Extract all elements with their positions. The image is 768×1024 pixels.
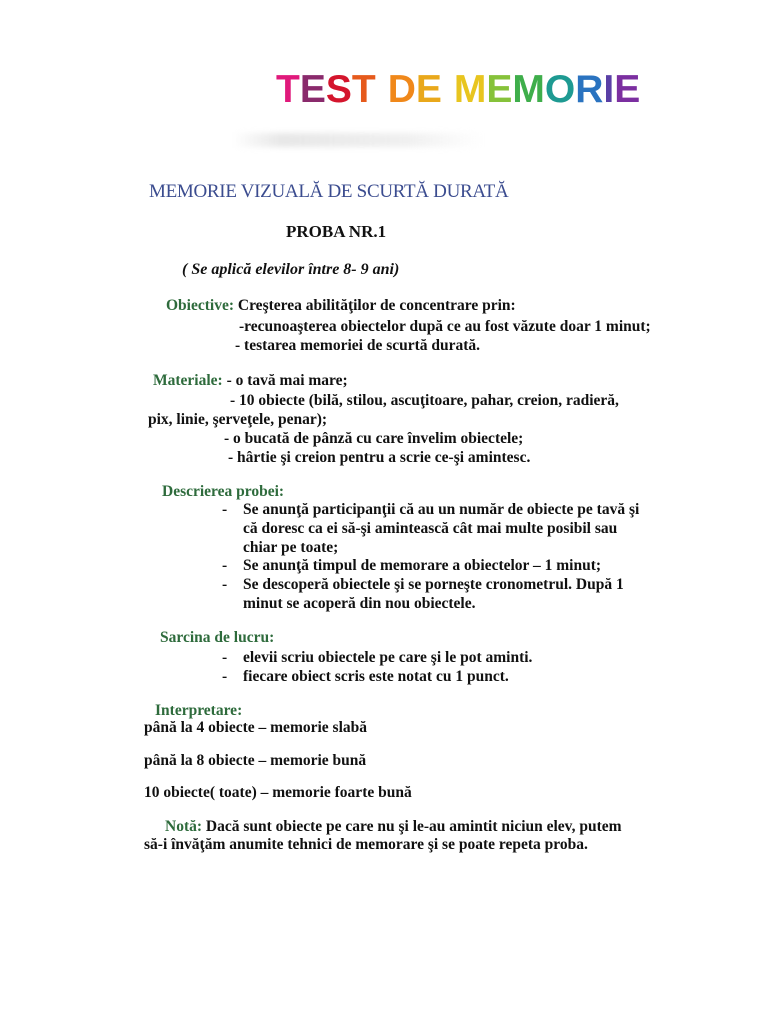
materials-text-1: - o tavă mai mare; [226,372,348,389]
description-label: Descrierea probei: [162,483,285,500]
task-text-2: fiecare obiect scris este notat cu 1 punct. [243,668,509,685]
title-letter: S [325,68,352,111]
title-letter: R [575,68,604,111]
objectives-text-1: Creşterea abilităţilor de concentrare prin: [237,297,516,314]
note-text-1: Dacă sunt obiecte pe care nu şi le-au amintit niciun elev, putem [205,818,622,835]
title-letter: M [512,68,545,111]
title-letter: O [544,68,576,111]
page-title [276,68,640,112]
materials-line-1 [153,372,348,390]
description-text-1a: Se anunţă participanţii că au un număr de obiecte pe tavă şi [243,501,640,518]
description-text-2: Se anunţă timpul de memorare a obiectelor – 1 minut; [243,557,602,574]
bullet-dash: - [222,649,228,666]
section-subtitle: MEMORIE VIZUALĂ DE SCURTĂ DURATĂ [149,181,509,202]
test-number: PROBA NR.1 [286,222,387,241]
objectives-label: Obiective: [166,297,235,314]
description-text-3b: minut se acoperă din nou obiectele. [243,595,476,612]
interpretation-line-1: până la 4 obiecte – memorie slabă [144,719,368,736]
materials-text-3: pix, linie, şerveţele, penar); [148,411,328,428]
title-letter: T [276,68,300,111]
description-text-1b: că doresc ca ei să-şi amintească cât mai multe posibil sau [243,520,618,537]
note-label: Notă: [165,818,203,835]
interpretation-line-2: până la 8 obiecte – memorie bună [144,752,367,769]
title-underline-shadow [232,133,482,147]
materials-text-5: - hârtie şi creion pentru a scrie ce-şi amintesc. [228,449,531,466]
note-text-2: să-i învăţăm anumite tehnici de memorare şi se poate repeta proba. [144,836,588,853]
bullet-dash: - [222,576,228,593]
title-letter [376,68,388,112]
title-letter: E [614,68,641,111]
interpretation-label: Interpretare: [155,702,243,719]
bullet-dash: - [222,668,228,685]
materials-text-4: - o bucată de pânză cu care învelim obiectele; [224,430,524,447]
task-text-1: elevii scriu obiectele pe care şi le pot aminti. [243,649,533,666]
description-text-1c: chiar pe toate; [243,539,339,556]
note-line-1 [165,818,622,836]
title-letter: E [486,68,513,111]
task-label: Sarcina de lucru: [160,629,275,646]
title-letter: E [415,68,442,111]
objectives-line-1 [166,297,516,315]
title-letter: E [299,68,326,111]
age-note: ( Se aplică elevilor între 8- 9 ani) [182,261,400,278]
title-letter: I [603,68,615,111]
objectives-text-3: - testarea memoriei de scurtă durată. [235,337,481,354]
title-letter: T [351,68,376,111]
bullet-dash: - [222,501,228,518]
title-letter: D [387,68,416,111]
objectives-text-2: -recunoaşterea obiectelor după ce au fost văzute doar 1 minut; [239,318,651,335]
description-text-3a: Se descoperă obiectele şi se porneşte cronometrul. După 1 [243,576,624,593]
title-letter [442,68,454,112]
materials-label: Materiale: [153,372,223,389]
bullet-dash: - [222,557,228,574]
title-letter: M [453,68,487,111]
interpretation-line-3: 10 obiecte( toate) – memorie foarte bună [144,784,412,801]
materials-text-2: - 10 obiecte (bilă, stilou, ascuţitoare, pahar, creion, radieră, [230,392,619,409]
